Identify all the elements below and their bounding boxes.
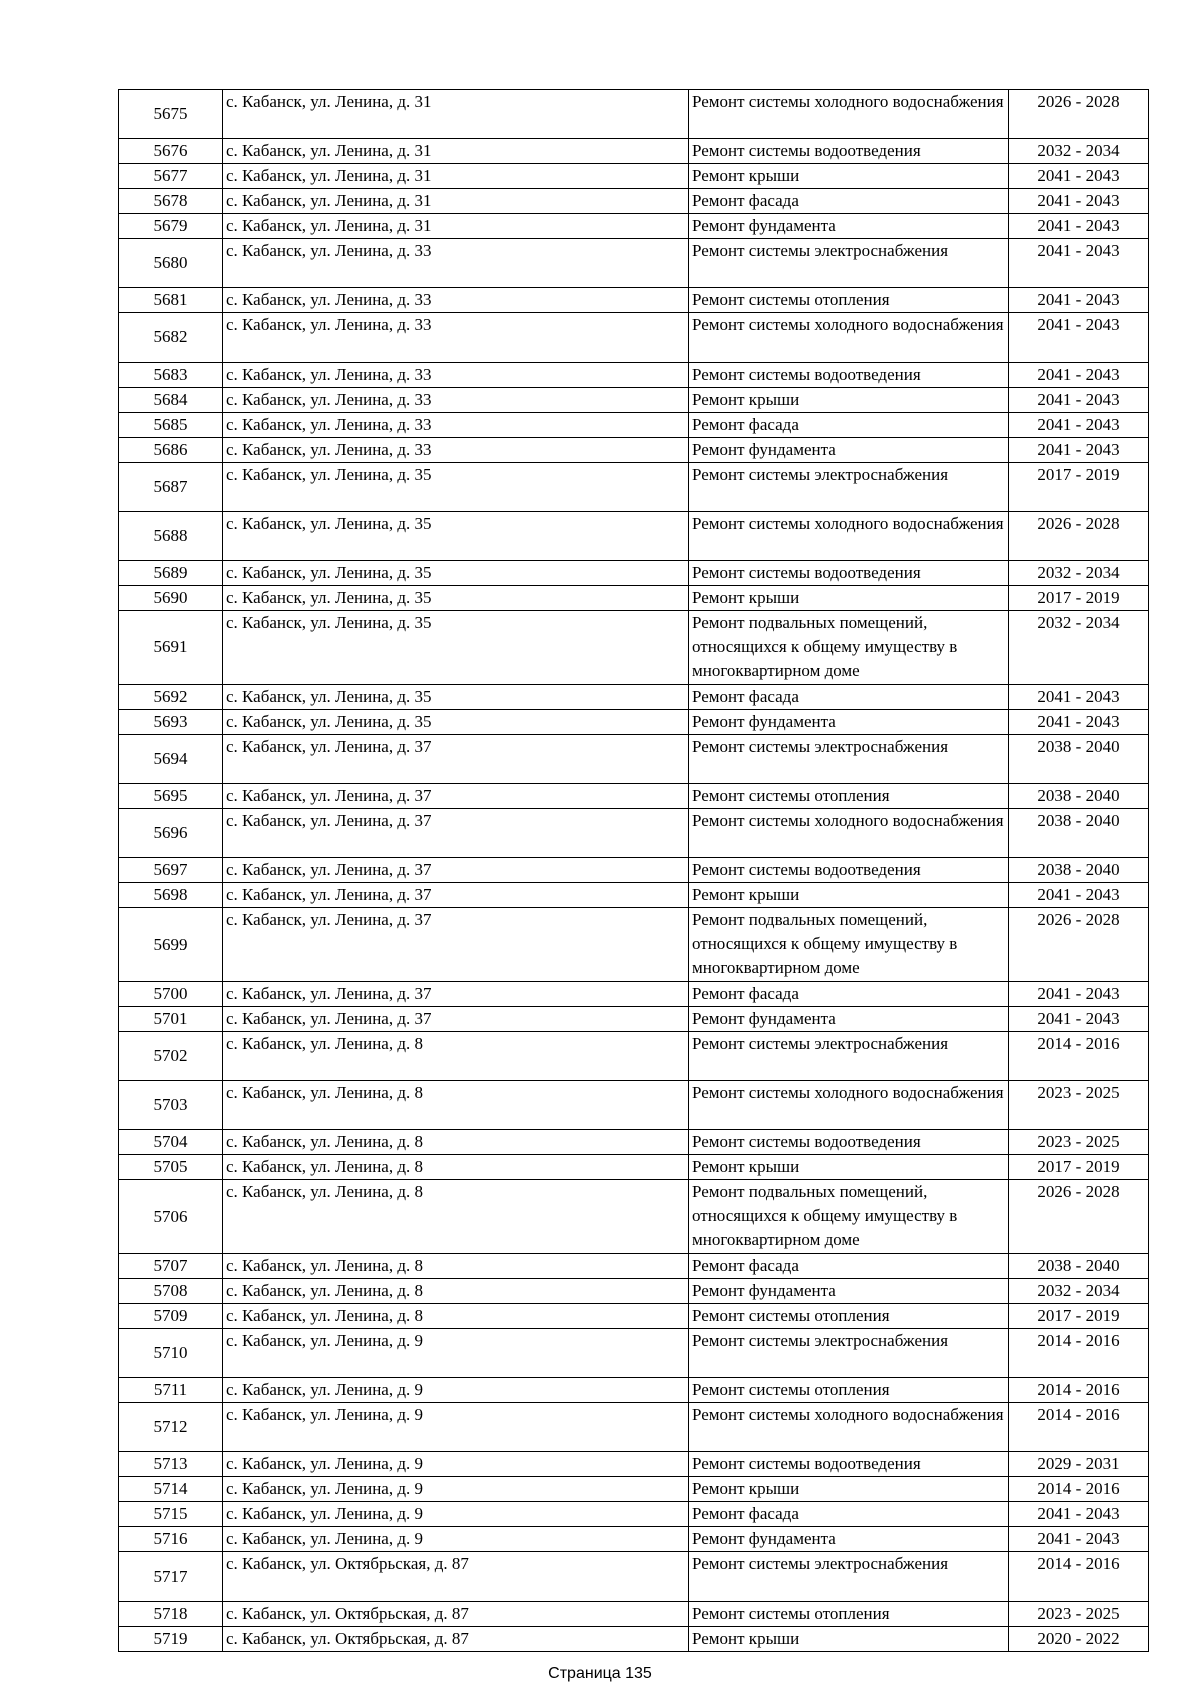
row-address: с. Кабанск, ул. Ленина, д. 31 xyxy=(223,214,689,239)
row-address: с. Кабанск, ул. Ленина, д. 8 xyxy=(223,1254,689,1279)
row-address: с. Кабанск, ул. Ленина, д. 37 xyxy=(223,981,689,1006)
row-period: 2017 - 2019 xyxy=(1009,1155,1149,1180)
row-work-type: Ремонт фасада xyxy=(689,1502,1009,1527)
table-row xyxy=(119,1626,1149,1651)
row-number: 5709 xyxy=(119,1304,223,1329)
table-row xyxy=(119,560,1149,585)
row-work-type: Ремонт системы отопления xyxy=(689,1378,1009,1403)
table-row xyxy=(119,981,1149,1006)
row-address: с. Кабанск, ул. Октябрьская, д. 87 xyxy=(223,1552,689,1601)
row-number: 5675 xyxy=(119,90,223,139)
row-work-type: Ремонт крыши xyxy=(689,387,1009,412)
table-row xyxy=(119,412,1149,437)
row-period: 2032 - 2034 xyxy=(1009,560,1149,585)
table-row xyxy=(119,1452,1149,1477)
row-period: 2032 - 2034 xyxy=(1009,139,1149,164)
row-number: 5687 xyxy=(119,462,223,511)
table-row xyxy=(119,610,1149,684)
table-row xyxy=(119,437,1149,462)
table-row xyxy=(119,1304,1149,1329)
row-address: с. Кабанск, ул. Ленина, д. 9 xyxy=(223,1329,689,1378)
row-period: 2032 - 2034 xyxy=(1009,610,1149,684)
row-period: 2041 - 2043 xyxy=(1009,412,1149,437)
row-address: с. Кабанск, ул. Ленина, д. 8 xyxy=(223,1155,689,1180)
row-period: 2038 - 2040 xyxy=(1009,808,1149,857)
row-period: 2026 - 2028 xyxy=(1009,511,1149,560)
row-period: 2041 - 2043 xyxy=(1009,362,1149,387)
row-address: с. Кабанск, ул. Ленина, д. 37 xyxy=(223,908,689,982)
row-work-type: Ремонт фундамента xyxy=(689,1006,1009,1031)
row-period: 2041 - 2043 xyxy=(1009,164,1149,189)
table-row xyxy=(119,90,1149,139)
row-address: с. Кабанск, ул. Ленина, д. 9 xyxy=(223,1527,689,1552)
row-address: с. Кабанск, ул. Ленина, д. 35 xyxy=(223,511,689,560)
row-period: 2041 - 2043 xyxy=(1009,981,1149,1006)
row-number: 5715 xyxy=(119,1502,223,1527)
table-row xyxy=(119,684,1149,709)
row-work-type: Ремонт системы холодного водоснабжения xyxy=(689,808,1009,857)
row-number: 5718 xyxy=(119,1601,223,1626)
table-row xyxy=(119,1006,1149,1031)
row-period: 2041 - 2043 xyxy=(1009,684,1149,709)
row-number: 5693 xyxy=(119,709,223,734)
row-period: 2038 - 2040 xyxy=(1009,858,1149,883)
table-row xyxy=(119,1130,1149,1155)
row-work-type: Ремонт фасада xyxy=(689,189,1009,214)
row-work-type: Ремонт фундамента xyxy=(689,1279,1009,1304)
table-row xyxy=(119,1180,1149,1254)
table-row xyxy=(119,1155,1149,1180)
row-work-type: Ремонт подвальных помещений, относящихся к общему имуществу в многоквартирном доме xyxy=(689,1180,1009,1254)
row-work-type: Ремонт фундамента xyxy=(689,437,1009,462)
row-period: 2041 - 2043 xyxy=(1009,1502,1149,1527)
row-number: 5716 xyxy=(119,1527,223,1552)
row-work-type: Ремонт системы электроснабжения xyxy=(689,1031,1009,1080)
row-number: 5700 xyxy=(119,981,223,1006)
row-work-type: Ремонт крыши xyxy=(689,1155,1009,1180)
table-row xyxy=(119,214,1149,239)
row-address: с. Кабанск, ул. Ленина, д. 35 xyxy=(223,684,689,709)
row-work-type: Ремонт системы холодного водоснабжения xyxy=(689,90,1009,139)
table-row xyxy=(119,139,1149,164)
row-period: 2041 - 2043 xyxy=(1009,1527,1149,1552)
row-address: с. Кабанск, ул. Ленина, д. 9 xyxy=(223,1403,689,1452)
row-address: с. Кабанск, ул. Ленина, д. 9 xyxy=(223,1452,689,1477)
table-row xyxy=(119,1477,1149,1502)
row-work-type: Ремонт крыши xyxy=(689,164,1009,189)
row-work-type: Ремонт системы холодного водоснабжения xyxy=(689,313,1009,362)
row-period: 2038 - 2040 xyxy=(1009,1254,1149,1279)
row-work-type: Ремонт системы электроснабжения xyxy=(689,462,1009,511)
row-work-type: Ремонт фасада xyxy=(689,412,1009,437)
row-number: 5701 xyxy=(119,1006,223,1031)
page-number: Страница 135 xyxy=(548,1665,652,1682)
row-number: 5719 xyxy=(119,1626,223,1651)
row-period: 2014 - 2016 xyxy=(1009,1552,1149,1601)
table-row xyxy=(119,313,1149,362)
table-row xyxy=(119,1502,1149,1527)
row-work-type: Ремонт системы электроснабжения xyxy=(689,1329,1009,1378)
row-address: с. Кабанск, ул. Ленина, д. 8 xyxy=(223,1031,689,1080)
row-address: с. Кабанск, ул. Ленина, д. 31 xyxy=(223,164,689,189)
row-period: 2023 - 2025 xyxy=(1009,1081,1149,1130)
row-number: 5711 xyxy=(119,1378,223,1403)
row-number: 5677 xyxy=(119,164,223,189)
row-number: 5703 xyxy=(119,1081,223,1130)
row-address: с. Кабанск, ул. Ленина, д. 33 xyxy=(223,437,689,462)
table-row xyxy=(119,462,1149,511)
row-number: 5679 xyxy=(119,214,223,239)
row-address: с. Кабанск, ул. Ленина, д. 37 xyxy=(223,808,689,857)
table-row xyxy=(119,858,1149,883)
row-period: 2026 - 2028 xyxy=(1009,90,1149,139)
row-period: 2020 - 2022 xyxy=(1009,1626,1149,1651)
table-row xyxy=(119,1552,1149,1601)
row-number: 5685 xyxy=(119,412,223,437)
row-number: 5708 xyxy=(119,1279,223,1304)
row-period: 2017 - 2019 xyxy=(1009,462,1149,511)
row-period: 2026 - 2028 xyxy=(1009,908,1149,982)
row-work-type: Ремонт крыши xyxy=(689,883,1009,908)
row-number: 5714 xyxy=(119,1477,223,1502)
row-work-type: Ремонт крыши xyxy=(689,585,1009,610)
row-work-type: Ремонт фасада xyxy=(689,981,1009,1006)
row-work-type: Ремонт крыши xyxy=(689,1477,1009,1502)
table-row xyxy=(119,585,1149,610)
row-number: 5683 xyxy=(119,362,223,387)
table-row xyxy=(119,883,1149,908)
row-number: 5705 xyxy=(119,1155,223,1180)
row-number: 5690 xyxy=(119,585,223,610)
row-work-type: Ремонт фасада xyxy=(689,1254,1009,1279)
row-number: 5704 xyxy=(119,1130,223,1155)
row-number: 5697 xyxy=(119,858,223,883)
table-row xyxy=(119,1031,1149,1080)
row-work-type: Ремонт системы водоотведения xyxy=(689,1452,1009,1477)
row-work-type: Ремонт системы отопления xyxy=(689,783,1009,808)
row-period: 2041 - 2043 xyxy=(1009,239,1149,288)
table-row xyxy=(119,1081,1149,1130)
table-row xyxy=(119,189,1149,214)
row-number: 5684 xyxy=(119,387,223,412)
row-work-type: Ремонт системы отопления xyxy=(689,288,1009,313)
row-period: 2038 - 2040 xyxy=(1009,783,1149,808)
row-period: 2023 - 2025 xyxy=(1009,1130,1149,1155)
row-number: 5689 xyxy=(119,560,223,585)
row-period: 2041 - 2043 xyxy=(1009,313,1149,362)
row-number: 5710 xyxy=(119,1329,223,1378)
repair-schedule-table xyxy=(118,89,1149,1652)
row-number: 5696 xyxy=(119,808,223,857)
row-work-type: Ремонт фундамента xyxy=(689,1527,1009,1552)
row-period: 2041 - 2043 xyxy=(1009,189,1149,214)
row-work-type: Ремонт системы электроснабжения xyxy=(689,1552,1009,1601)
table-body xyxy=(119,90,1149,1652)
table-row xyxy=(119,1601,1149,1626)
row-address: с. Кабанск, ул. Ленина, д. 31 xyxy=(223,90,689,139)
row-period: 2041 - 2043 xyxy=(1009,288,1149,313)
row-address: с. Кабанск, ул. Ленина, д. 33 xyxy=(223,288,689,313)
row-address: с. Кабанск, ул. Ленина, д. 8 xyxy=(223,1304,689,1329)
row-work-type: Ремонт системы холодного водоснабжения xyxy=(689,511,1009,560)
row-work-type: Ремонт системы электроснабжения xyxy=(689,734,1009,783)
row-address: с. Кабанск, ул. Ленина, д. 33 xyxy=(223,239,689,288)
row-number: 5713 xyxy=(119,1452,223,1477)
row-address: с. Кабанск, ул. Ленина, д. 9 xyxy=(223,1378,689,1403)
row-address: с. Кабанск, ул. Октябрьская, д. 87 xyxy=(223,1601,689,1626)
row-address: с. Кабанск, ул. Ленина, д. 35 xyxy=(223,585,689,610)
row-period: 2014 - 2016 xyxy=(1009,1378,1149,1403)
row-period: 2014 - 2016 xyxy=(1009,1329,1149,1378)
row-address: с. Кабанск, ул. Ленина, д. 33 xyxy=(223,362,689,387)
row-work-type: Ремонт подвальных помещений, относящихся к общему имуществу в многоквартирном доме xyxy=(689,610,1009,684)
table-row xyxy=(119,783,1149,808)
table-row xyxy=(119,511,1149,560)
table-row xyxy=(119,1254,1149,1279)
row-period: 2041 - 2043 xyxy=(1009,709,1149,734)
row-address: с. Кабанск, ул. Ленина, д. 37 xyxy=(223,858,689,883)
row-period: 2026 - 2028 xyxy=(1009,1180,1149,1254)
row-period: 2017 - 2019 xyxy=(1009,585,1149,610)
table-row xyxy=(119,164,1149,189)
row-number: 5717 xyxy=(119,1552,223,1601)
row-period: 2017 - 2019 xyxy=(1009,1304,1149,1329)
row-number: 5691 xyxy=(119,610,223,684)
row-period: 2041 - 2043 xyxy=(1009,883,1149,908)
row-address: с. Кабанск, ул. Ленина, д. 8 xyxy=(223,1081,689,1130)
row-work-type: Ремонт фундамента xyxy=(689,214,1009,239)
table-row xyxy=(119,1403,1149,1452)
table-row xyxy=(119,362,1149,387)
row-period: 2038 - 2040 xyxy=(1009,734,1149,783)
row-number: 5681 xyxy=(119,288,223,313)
table-row xyxy=(119,734,1149,783)
row-number: 5678 xyxy=(119,189,223,214)
row-address: с. Кабанск, ул. Ленина, д. 37 xyxy=(223,783,689,808)
row-number: 5706 xyxy=(119,1180,223,1254)
row-period: 2041 - 2043 xyxy=(1009,437,1149,462)
row-number: 5694 xyxy=(119,734,223,783)
row-number: 5695 xyxy=(119,783,223,808)
row-number: 5680 xyxy=(119,239,223,288)
table-row xyxy=(119,387,1149,412)
row-work-type: Ремонт системы холодного водоснабжения xyxy=(689,1081,1009,1130)
row-address: с. Кабанск, ул. Ленина, д. 8 xyxy=(223,1130,689,1155)
row-address: с. Кабанск, ул. Ленина, д. 31 xyxy=(223,189,689,214)
row-work-type: Ремонт фундамента xyxy=(689,709,1009,734)
row-work-type: Ремонт системы водоотведения xyxy=(689,560,1009,585)
row-period: 2041 - 2043 xyxy=(1009,1006,1149,1031)
row-address: с. Кабанск, ул. Ленина, д. 37 xyxy=(223,1006,689,1031)
row-address: с. Кабанск, ул. Ленина, д. 37 xyxy=(223,883,689,908)
table-row xyxy=(119,288,1149,313)
row-address: с. Кабанск, ул. Ленина, д. 35 xyxy=(223,560,689,585)
row-number: 5712 xyxy=(119,1403,223,1452)
row-work-type: Ремонт фасада xyxy=(689,684,1009,709)
row-period: 2041 - 2043 xyxy=(1009,387,1149,412)
row-address: с. Кабанск, ул. Ленина, д. 33 xyxy=(223,412,689,437)
row-period: 2023 - 2025 xyxy=(1009,1601,1149,1626)
table-row xyxy=(119,1527,1149,1552)
row-period: 2032 - 2034 xyxy=(1009,1279,1149,1304)
row-period: 2014 - 2016 xyxy=(1009,1403,1149,1452)
table-row xyxy=(119,1329,1149,1378)
table-row xyxy=(119,1378,1149,1403)
row-period: 2014 - 2016 xyxy=(1009,1477,1149,1502)
row-number: 5707 xyxy=(119,1254,223,1279)
row-work-type: Ремонт системы водоотведения xyxy=(689,362,1009,387)
row-number: 5686 xyxy=(119,437,223,462)
row-address: с. Кабанск, ул. Ленина, д. 33 xyxy=(223,387,689,412)
row-number: 5688 xyxy=(119,511,223,560)
row-address: с. Кабанск, ул. Ленина, д. 35 xyxy=(223,462,689,511)
row-work-type: Ремонт системы отопления xyxy=(689,1601,1009,1626)
row-period: 2041 - 2043 xyxy=(1009,214,1149,239)
row-number: 5682 xyxy=(119,313,223,362)
row-address: с. Кабанск, ул. Ленина, д. 9 xyxy=(223,1502,689,1527)
row-work-type: Ремонт системы холодного водоснабжения xyxy=(689,1403,1009,1452)
row-period: 2029 - 2031 xyxy=(1009,1452,1149,1477)
row-address: с. Кабанск, ул. Ленина, д. 35 xyxy=(223,610,689,684)
row-work-type: Ремонт системы водоотведения xyxy=(689,858,1009,883)
row-work-type: Ремонт системы водоотведения xyxy=(689,139,1009,164)
row-number: 5698 xyxy=(119,883,223,908)
row-number: 5699 xyxy=(119,908,223,982)
row-address: с. Кабанск, ул. Ленина, д. 8 xyxy=(223,1279,689,1304)
table-row xyxy=(119,239,1149,288)
row-address: с. Кабанск, ул. Ленина, д. 33 xyxy=(223,313,689,362)
row-address: с. Кабанск, ул. Ленина, д. 31 xyxy=(223,139,689,164)
row-number: 5692 xyxy=(119,684,223,709)
table-row xyxy=(119,709,1149,734)
row-address: с. Кабанск, ул. Октябрьская, д. 87 xyxy=(223,1626,689,1651)
row-work-type: Ремонт системы водоотведения xyxy=(689,1130,1009,1155)
table-row xyxy=(119,908,1149,982)
table-row xyxy=(119,1279,1149,1304)
row-number: 5702 xyxy=(119,1031,223,1080)
row-address: с. Кабанск, ул. Ленина, д. 35 xyxy=(223,709,689,734)
row-work-type: Ремонт подвальных помещений, относящихся к общему имуществу в многоквартирном доме xyxy=(689,908,1009,982)
row-number: 5676 xyxy=(119,139,223,164)
row-address: с. Кабанск, ул. Ленина, д. 9 xyxy=(223,1477,689,1502)
row-address: с. Кабанск, ул. Ленина, д. 37 xyxy=(223,734,689,783)
table-row xyxy=(119,808,1149,857)
row-period: 2014 - 2016 xyxy=(1009,1031,1149,1080)
row-address: с. Кабанск, ул. Ленина, д. 8 xyxy=(223,1180,689,1254)
row-work-type: Ремонт системы отопления xyxy=(689,1304,1009,1329)
row-work-type: Ремонт крыши xyxy=(689,1626,1009,1651)
row-work-type: Ремонт системы электроснабжения xyxy=(689,239,1009,288)
